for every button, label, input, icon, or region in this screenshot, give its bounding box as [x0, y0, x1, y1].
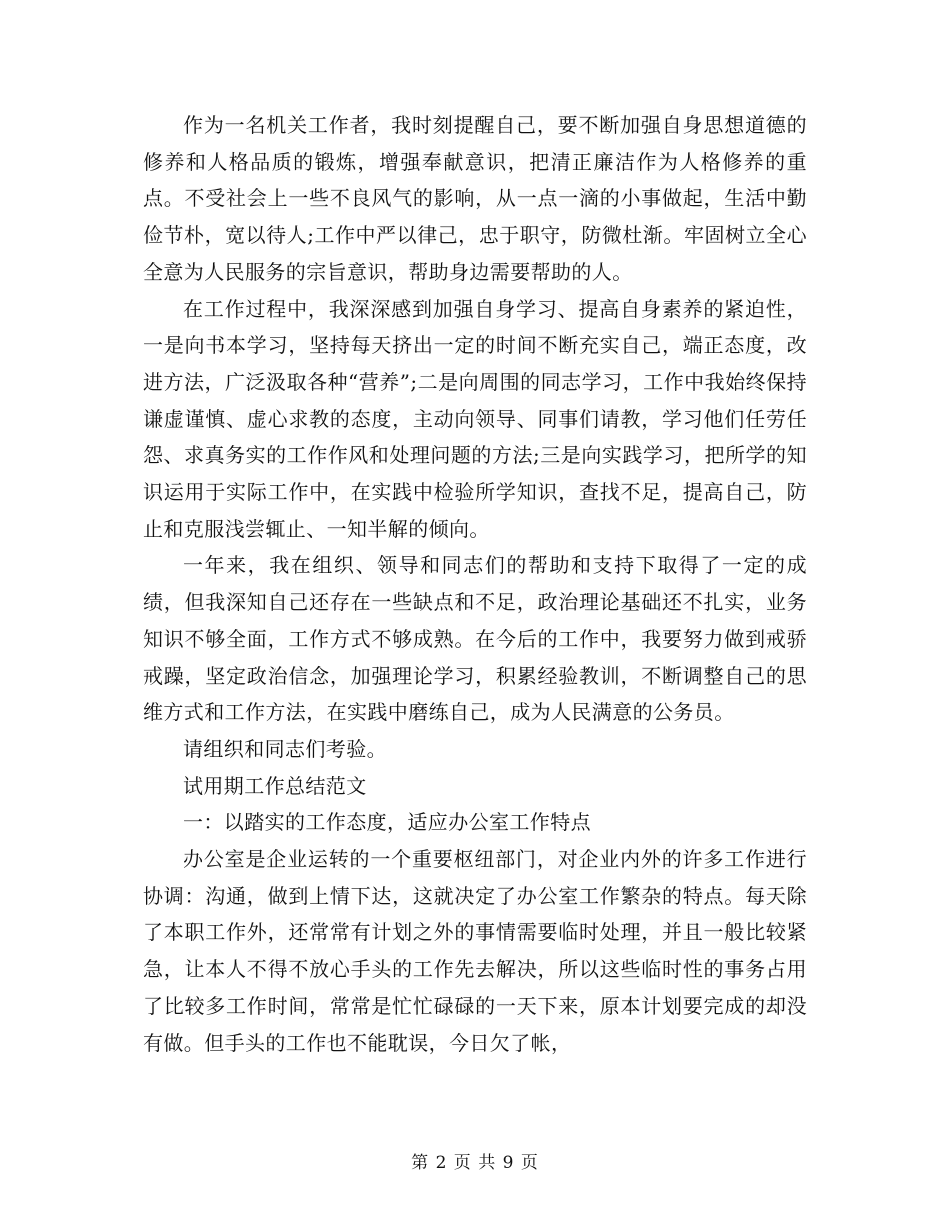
section-heading-1: 一：以踏实的工作态度，适应办公室工作特点 — [183, 810, 591, 835]
page-number-footer: 第 2 页 共 9 页 — [411, 1153, 539, 1173]
paragraph-closing: 请组织和同志们考验。 — [183, 736, 387, 761]
section-title: 试用期工作总结范文 — [183, 773, 367, 798]
paragraph-integrity: 作为一名机关工作者，我时刻提醒自己，要不断加强自身思想道德的修养和人格品质的锻炼，增强奉献意识，把清正廉洁作为人格修养的重点。不受社会上一些不良风气的影响，从一点一滴的小事做起，生活中勤俭节朴，宽以待人;工作中严以律己，忠于职守，防微杜渐。牢固树立全心全意为人民服务的宗旨意识，帮助身边需要帮助的人。 — [143, 113, 807, 284]
paragraph-learning: 在工作过程中，我深深感到加强自身学习、提高自身素养的紧迫性，一是向书本学习，坚持每天挤出一定的时间不断充实自己，端正态度，改进方法，广泛汲取各种“营养”;二是向周围的同志学习，工作中我始终保持谦虚谨慎、虚心求教的态度，主动向领导、同事们请教，学习他们任劳任怨、求真务实的工作作风和处理问题的方法;三是向实践学习，把所学的知识运用于实际工作中，在实践中检验所学知识，查找不足，提高自己，防止和克服浅尝辄止、一知半解的倾向。 — [143, 296, 807, 541]
document-body — [143, 107, 807, 1061]
paragraph-achievements: 一年来，我在组织、领导和同志们的帮助和支持下取得了一定的成绩，但我深知自己还存在一些缺点和不足，政治理论基础还不扎实，业务知识不够全面，工作方式不够成熟。在今后的工作中，我要努力做到戒骄戒躁，坚定政治信念，加强理论学习，积累经验教训，不断调整自己的思维方式和工作方法，在实践中磨练自己，成为人民满意的公务员。 — [143, 553, 807, 725]
paragraph-office: 办公室是企业运转的一个重要枢纽部门，对企业内外的许多工作进行协调：沟通，做到上情下达，这就决定了办公室工作繁杂的特点。每天除了本职工作外，还常常有计划之外的事情需要临时处理，并且一般比较紧急，让本人不得不放心手头的工作先去解决，所以这些临时性的事务占用了比较多工作时间，常常是忙忙碌碌的一天下来，原本计划要完成的却没有做。但手头的工作也不能耽误，今日欠了帐， — [143, 847, 807, 1055]
